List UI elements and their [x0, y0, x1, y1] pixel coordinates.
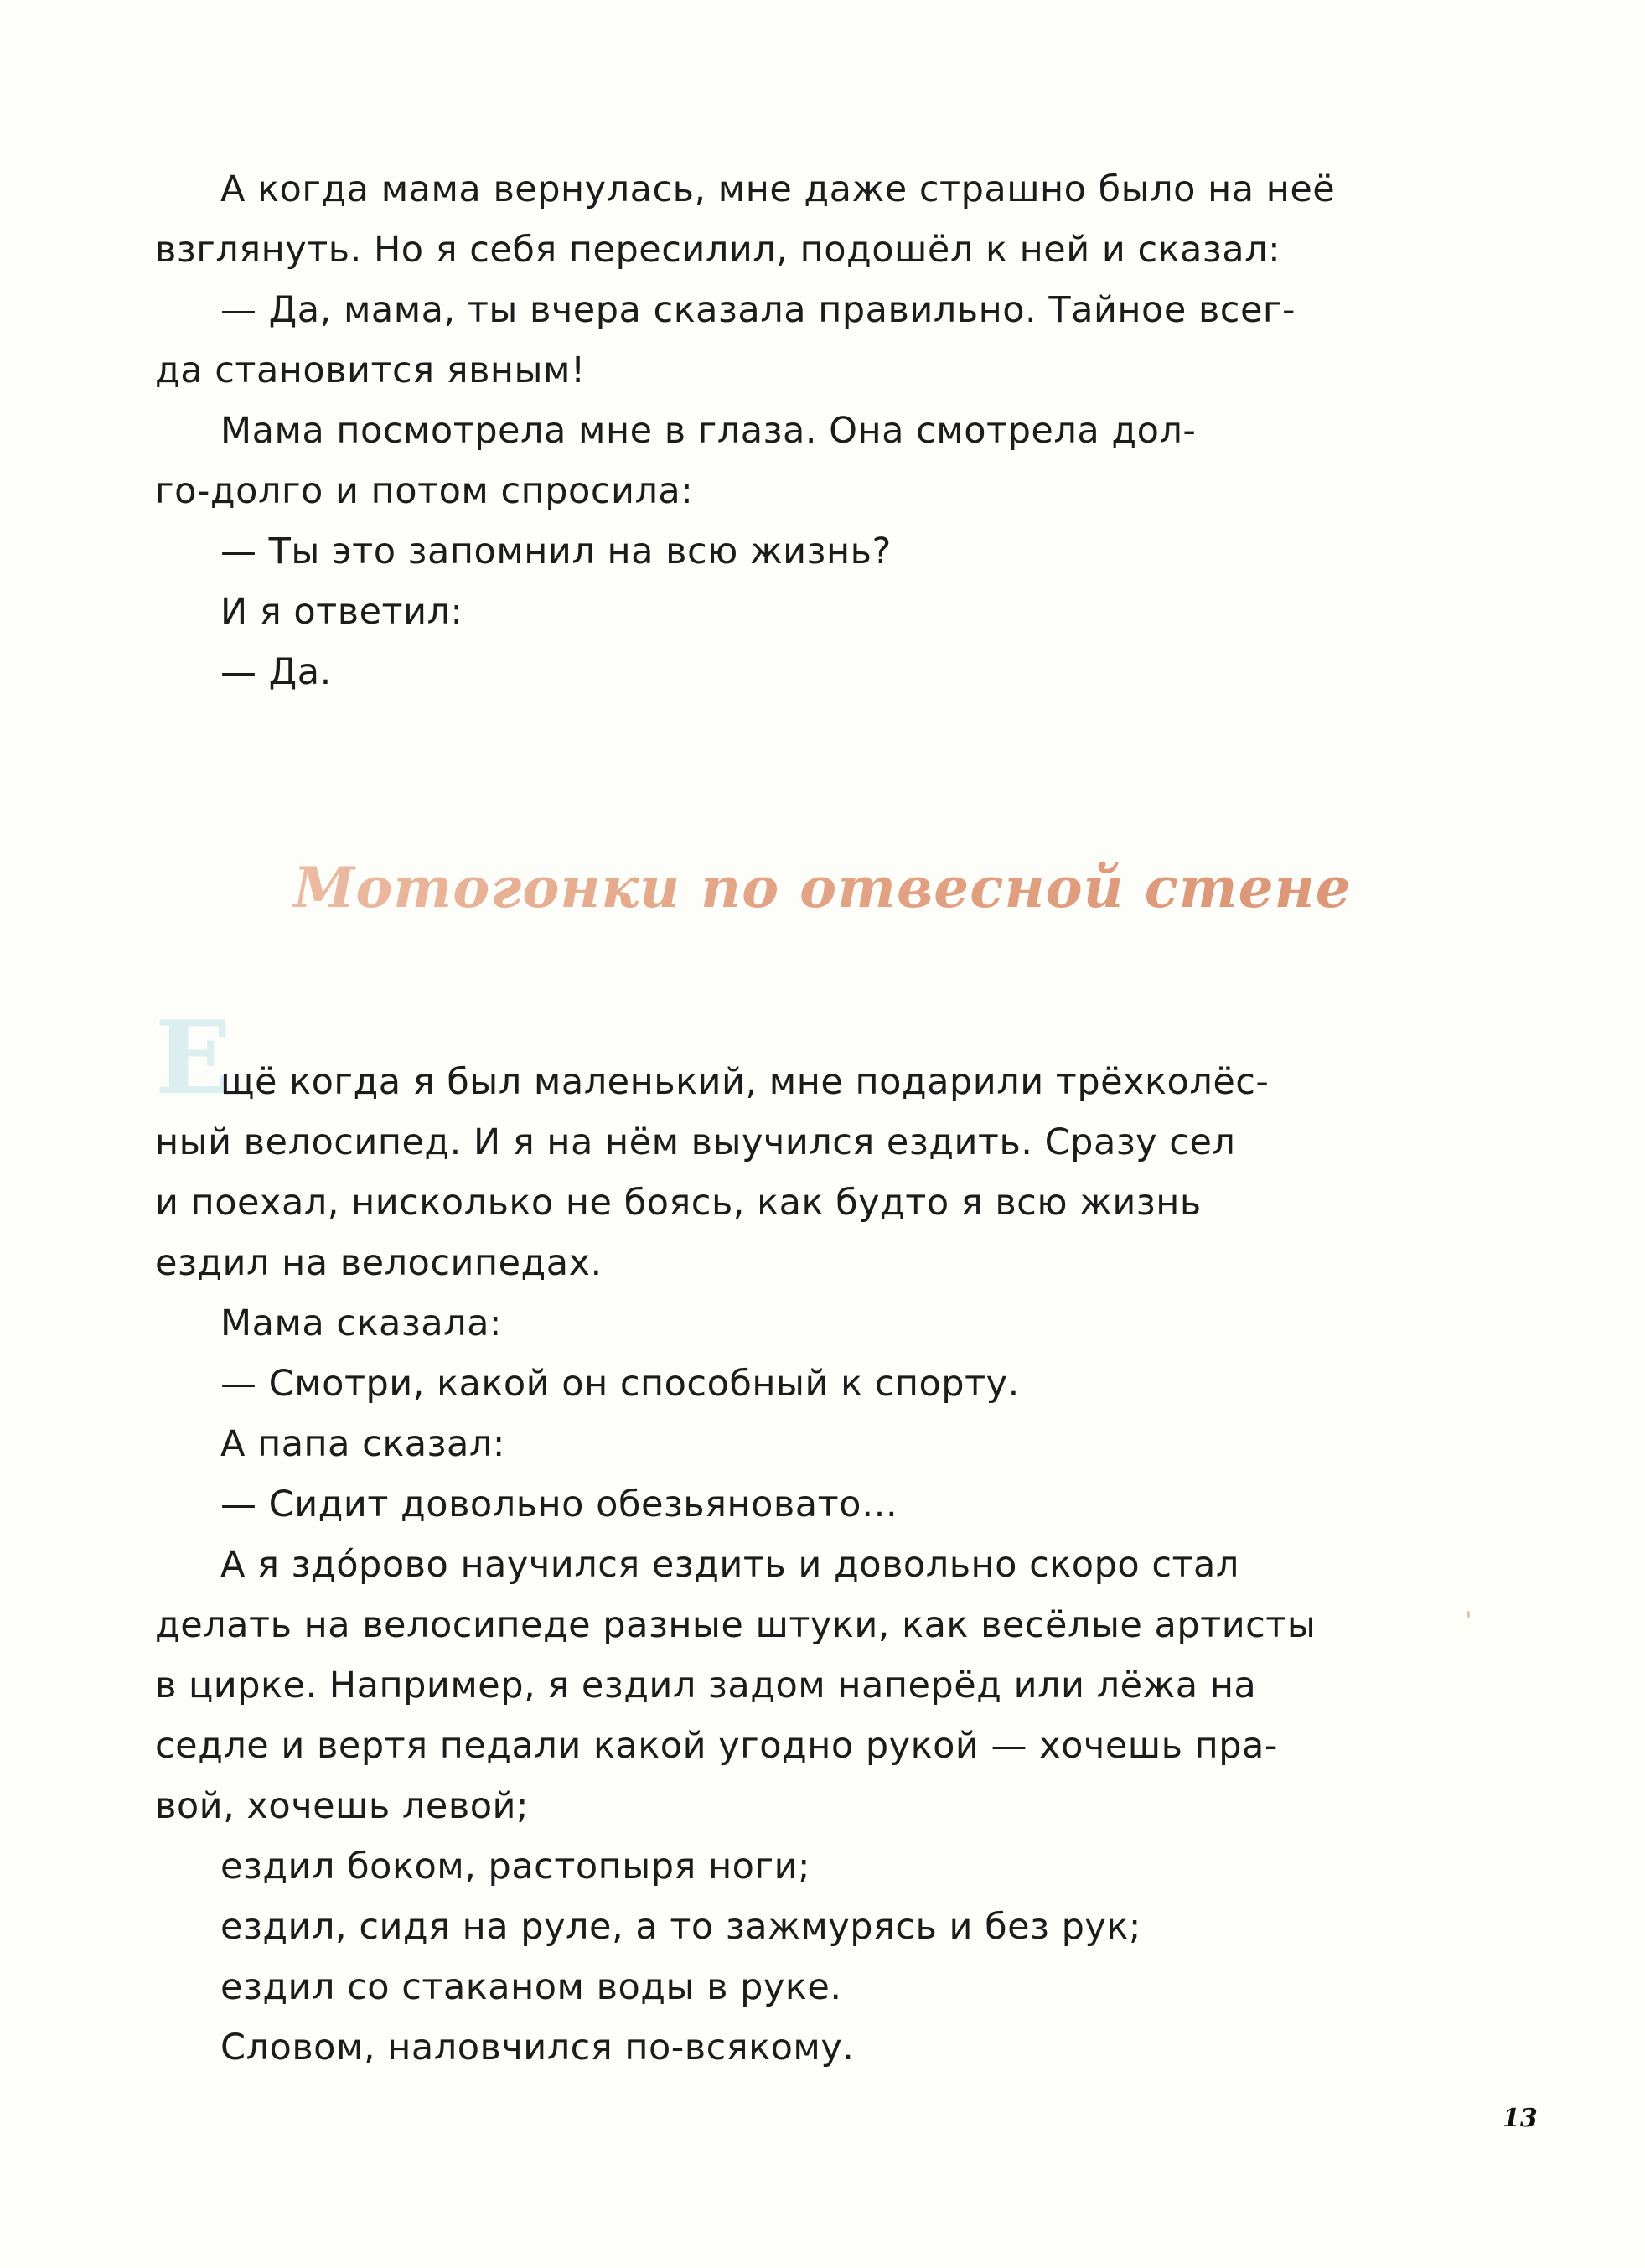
text-line: ездил со стаканом воды в руке. [220, 1966, 842, 2008]
text-line: А я здо́рово научился ездить и довольно скоро стал [220, 1544, 1239, 1586]
text-line: делать на велосипеде разные штуки, как весёлые артисты [155, 1604, 1317, 1646]
text-line: Словом, наловчился по-всякому. [220, 2027, 855, 2069]
chapter-body [155, 1052, 1408, 2078]
chapter-title: Мотогонки по отвесной стене [0, 855, 1645, 920]
text-line: — Да. [220, 651, 332, 693]
text-line: ездил боком, растопыря ноги; [220, 1846, 811, 1887]
text-line: взглянуть. Но я себя пересилил, подошёл к ней и сказал: [155, 229, 1281, 271]
text-line: ный велосипед. И я на нём выучился ездить. Сразу сел [155, 1121, 1236, 1163]
page-number: 13 [1503, 2104, 1538, 2133]
text-line: седле и вертя педали какой угодно рукой — хочешь пра- [155, 1725, 1278, 1767]
previous-story-ending [155, 159, 1408, 702]
text-line: И я ответил: [220, 591, 463, 633]
text-line: — Ты это запомнил на всю жизнь? [220, 531, 892, 572]
text-line: — Смотри, какой он способный к спорту. [220, 1363, 1020, 1405]
text-line: да становится явным! [155, 350, 586, 391]
text-line: вой, хочешь левой; [155, 1785, 529, 1827]
text-line: Мама сказала: [220, 1302, 502, 1344]
text-line: А когда мама вернулась, мне даже страшно было на неё [220, 168, 1336, 210]
text-line: го-долго и потом спросила: [155, 470, 694, 512]
text-line: ездил на велосипедах. [155, 1242, 603, 1284]
text-line: и поехал, нисколько не боясь, как будто я всю жизнь [155, 1182, 1202, 1224]
print-speck [1467, 1611, 1470, 1618]
text-line: Мама посмотрела мне в глаза. Она смотрела дол- [220, 410, 1197, 452]
text-line: в цирке. Например, я ездил задом наперёд или лёжа на [155, 1665, 1257, 1706]
text-line: — Сидит довольно обезьяновато… [220, 1484, 898, 1525]
drop-cap: Е [155, 999, 232, 1117]
text-line: — Да, мама, ты вчера сказала правильно. Тайное всег- [220, 289, 1296, 331]
text-line: щё когда я был маленький, мне подарили трёхколёс- [220, 1061, 1270, 1103]
text-line: А папа сказал: [220, 1423, 505, 1465]
text-line: ездил, сидя на руле, а то зажмурясь и без рук; [220, 1906, 1141, 1948]
